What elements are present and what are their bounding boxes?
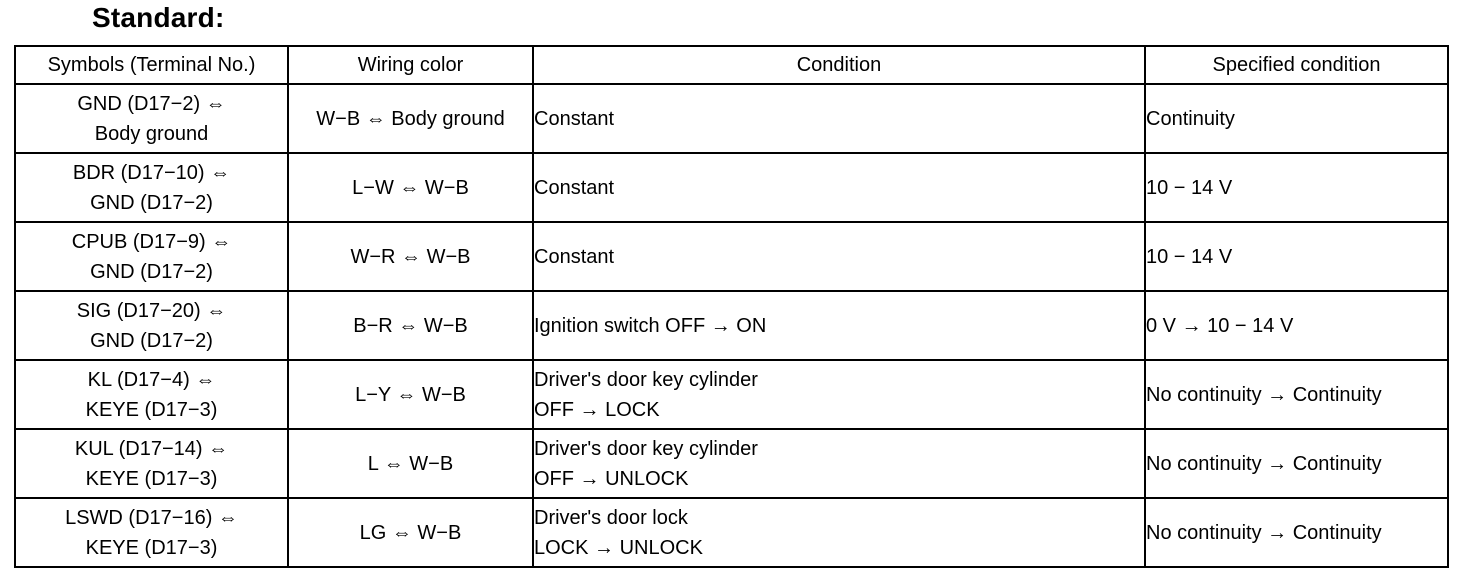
symbol-line: SIG (D17−20) ⇔: [76, 299, 227, 322]
condition-line: Driver's door lock: [534, 506, 688, 529]
condition-cell: [533, 153, 1145, 222]
condition-line: Driver's door key cylinder: [534, 368, 758, 391]
condition-line: Constant: [534, 107, 615, 130]
header-symbols: Symbols (Terminal No.): [15, 46, 288, 84]
wiring-cell: B−R ⇔ W−B: [288, 291, 533, 360]
symbol-line: KEYE (D17−3): [85, 398, 218, 421]
wiring-cell: L−W ⇔ W−B: [288, 153, 533, 222]
specified-cell: No continuity → Continuity: [1145, 360, 1448, 429]
symbol-line: GND (D17−2): [90, 329, 213, 352]
specified-cell: 10 − 14 V: [1145, 222, 1448, 291]
header-wiring-color: Wiring color: [288, 46, 533, 84]
symbol-cell: [15, 291, 288, 360]
table-row: [15, 291, 1448, 360]
header-condition: Condition: [533, 46, 1145, 84]
wiring-cell: LG ⇔ W−B: [288, 498, 533, 567]
wiring-cell: L ⇔ W−B: [288, 429, 533, 498]
symbol-line: BDR (D17−10) ⇔: [72, 161, 231, 184]
specified-cell: No continuity → Continuity: [1145, 498, 1448, 567]
table-row: [15, 498, 1448, 567]
condition-cell: [533, 360, 1145, 429]
symbol-line: LSWD (D17−16) ⇔: [65, 506, 238, 529]
symbol-cell: [15, 222, 288, 291]
header-specified-condition: Specified condition: [1145, 46, 1448, 84]
page-title: Standard:: [92, 2, 225, 33]
symbol-cell: [15, 429, 288, 498]
table-header-row: [15, 46, 1448, 84]
symbol-line: GND (D17−2): [90, 260, 213, 283]
condition-cell: [533, 429, 1145, 498]
table-row: [15, 84, 1448, 153]
symbol-line: KEYE (D17−3): [85, 467, 218, 490]
symbol-line: KUL (D17−14) ⇔: [74, 437, 229, 460]
condition-cell: [533, 222, 1145, 291]
specified-cell: Continuity: [1145, 84, 1448, 153]
condition-line: Constant: [534, 245, 615, 268]
specification-table: [14, 45, 1449, 568]
symbol-line: CPUB (D17−9) ⇔: [71, 230, 232, 253]
symbol-cell: [15, 498, 288, 567]
condition-line: Constant: [534, 176, 615, 199]
table-row: [15, 360, 1448, 429]
condition-line: OFF → LOCK: [534, 398, 660, 421]
condition-line: Driver's door key cylinder: [534, 437, 758, 460]
wiring-cell: L−Y ⇔ W−B: [288, 360, 533, 429]
specified-cell: No continuity → Continuity: [1145, 429, 1448, 498]
symbol-line: GND (D17−2): [90, 191, 213, 214]
wiring-cell: W−R ⇔ W−B: [288, 222, 533, 291]
condition-cell: [533, 498, 1145, 567]
specified-cell: 0 V → 10 − 14 V: [1145, 291, 1448, 360]
symbol-cell: [15, 360, 288, 429]
symbol-line: KL (D17−4) ⇔: [87, 368, 216, 391]
symbol-line: KEYE (D17−3): [85, 536, 218, 559]
table-row: [15, 222, 1448, 291]
condition-cell: [533, 291, 1145, 360]
condition-line: LOCK → UNLOCK: [534, 536, 703, 559]
specified-cell: 10 − 14 V: [1145, 153, 1448, 222]
symbol-cell: [15, 153, 288, 222]
wiring-cell: W−B ⇔ Body ground: [288, 84, 533, 153]
symbol-cell: [15, 84, 288, 153]
table-row: [15, 153, 1448, 222]
condition-cell: [533, 84, 1145, 153]
symbol-line: Body ground: [94, 122, 209, 145]
condition-line: OFF → UNLOCK: [534, 467, 689, 490]
table-row: [15, 429, 1448, 498]
symbol-line: GND (D17−2) ⇔: [77, 92, 226, 115]
condition-line: Ignition switch OFF → ON: [534, 314, 767, 337]
